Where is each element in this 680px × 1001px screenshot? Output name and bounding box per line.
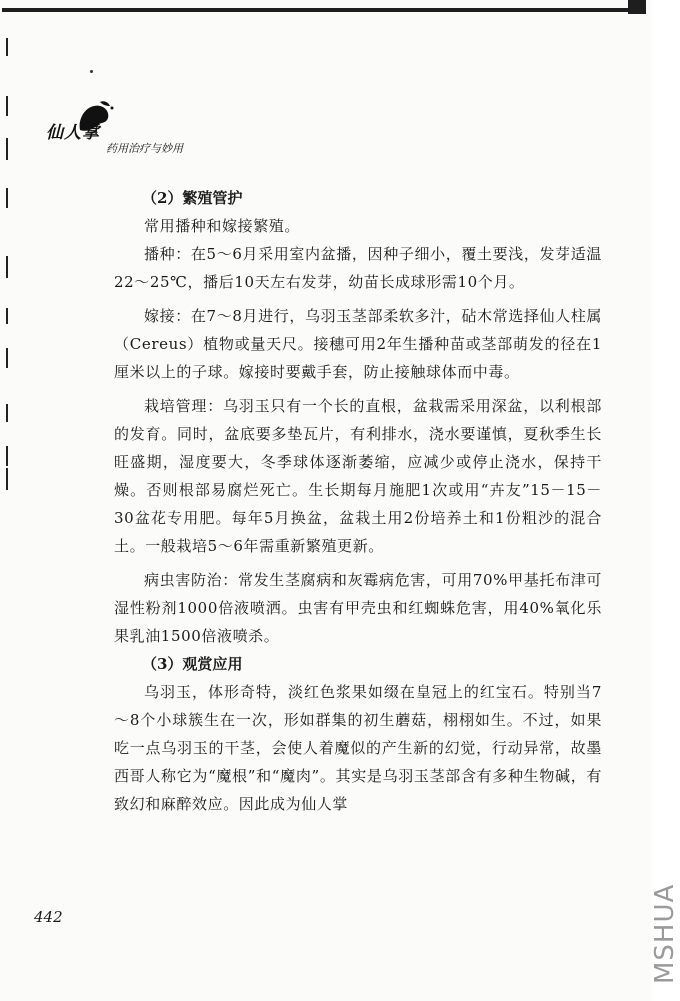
top-rule-corner <box>628 0 646 14</box>
running-header <box>46 100 206 162</box>
paragraph: 病虫害防治：常发生茎腐病和灰霉病危害，可用70%甲基托布津可湿性粉剂1000倍液喷洒。虫害有甲壳虫和红蜘蛛危害，用40%氧化乐果乳油1500倍液喷杀。 <box>114 571 602 645</box>
margin-mark <box>6 188 8 208</box>
page-number: 442 <box>34 908 63 926</box>
section-heading: （3）观赏应用 <box>142 655 243 673</box>
scan-speck <box>90 70 93 73</box>
watermark-text: MSHUA <box>650 883 680 984</box>
margin-mark <box>6 256 8 278</box>
body-text <box>114 184 602 818</box>
margin-mark <box>6 308 8 324</box>
margin-mark <box>6 96 8 116</box>
margin-mark <box>6 348 8 368</box>
paragraph: 栽培管理：乌羽玉只有一个长的直根，盆栽需采用深盆，以利根部的发育。同时，盆底要多垫瓦片，有利排水，浇水要谨慎，夏秋季生长旺盛期，湿度要大，冬季球体逐渐萎缩，应减少或停止浇水，保持干燥。否则根部易腐烂死亡。生长期每月施肥1次或用“卉友”15－15－30盆花专用肥。每年5月换盆，盆栽土用2份培养土和1份粗沙的混合土。一般栽培5～6年需重新繁殖更新。 <box>114 397 602 555</box>
margin-mark <box>6 404 8 422</box>
margin-mark <box>6 138 8 160</box>
top-rule <box>2 8 640 12</box>
header-title-main: 仙人掌 <box>46 123 100 143</box>
paragraph: 播种：在5～6月采用室内盆播，因种子细小，覆土要浅，发芽适温22～25℃，播后10天左右发芽，幼苗长成球形需10个月。 <box>114 245 602 291</box>
header-title-sub: 药用治疗与妙用 <box>106 142 183 155</box>
paragraph: 乌羽玉，体形奇特，淡红色浆果如缀在皇冠上的红宝石。特别当7～8个小球簇生在一次，形如群集的初生蘑菇，栩栩如生。不过，如果吃一点乌羽玉的干茎，会使人着魔似的产生新的幻觉，行动异常，故墨西哥人称它为“魔根”和“魔肉”。其实是乌羽玉茎部含有多种生物碱，有致幻和麻醉效应。因此成为仙人掌 <box>114 683 602 813</box>
margin-mark <box>6 468 8 490</box>
paragraph: 嫁接：在7～8月进行，乌羽玉茎部柔软多汁，砧木常选择仙人柱属（Cereus）植物或量天尺。接穗可用2年生播种苗或茎部萌发的径在1厘米以上的子球。嫁接时要戴手套，防止接触球体而中毒。 <box>114 307 602 381</box>
margin-mark <box>6 446 8 466</box>
watermark <box>592 882 680 992</box>
paragraph: 常用播种和嫁接繁殖。 <box>144 217 301 235</box>
margin-mark <box>6 38 8 56</box>
section-heading: （2）繁殖管护 <box>142 189 243 207</box>
